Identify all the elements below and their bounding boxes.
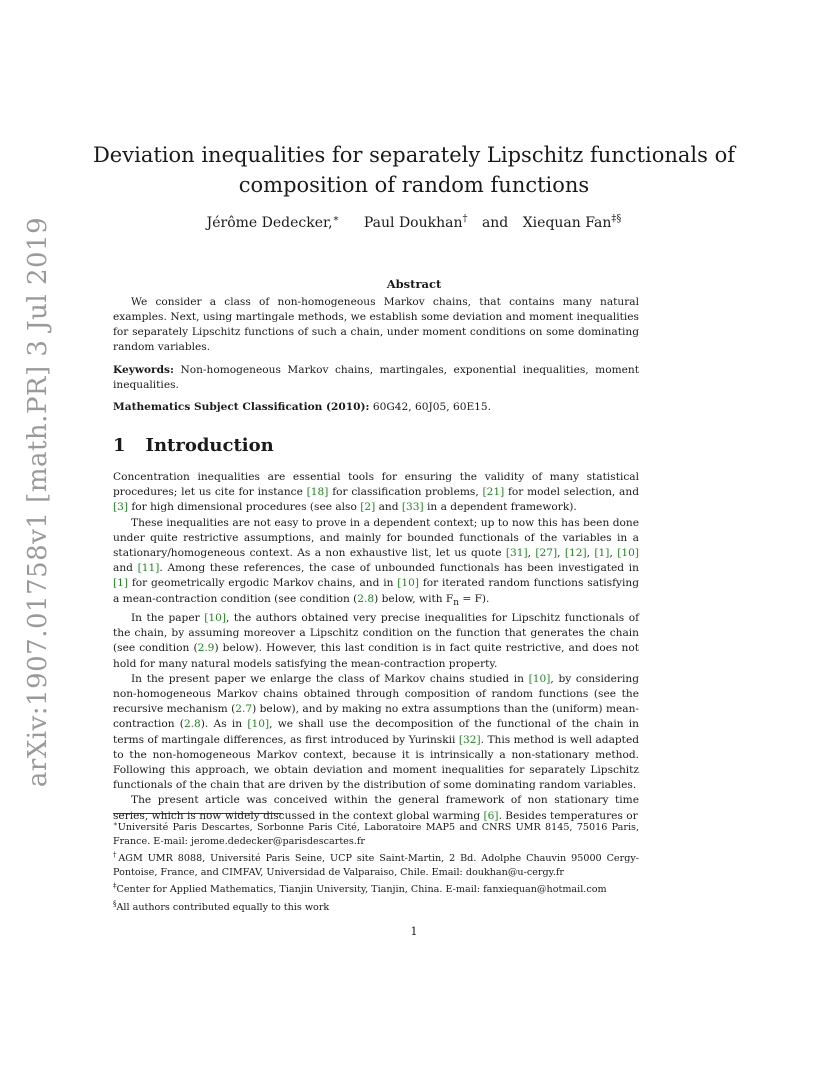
section-heading-introduction (113, 435, 274, 456)
citation-link[interactable]: [12] (564, 547, 587, 560)
footnote-3: ‡Center for Applied Mathematics, Tianjin University, Tianjin, China. E-mail: fanxiequan@hotmail.com (113, 882, 607, 896)
citation-link[interactable]: [6] (483, 809, 499, 822)
equation-link[interactable]: 2.9 (197, 642, 215, 655)
page-number: 1 (410, 925, 418, 938)
keywords (113, 363, 639, 393)
abstract-text: We consider a class of non-homogeneous Markov chains, that contains many natural examples. Next, using martingale methods, we establish some deviation and moment inequalities for separately Lipschitz functions of such a chain, under moment conditions on some dominating random variables. (113, 296, 639, 353)
msc-label: Mathematics Subject Classification (2010): (113, 401, 370, 413)
arxiv-stamp-text: arXiv:1907.01758v1 [math.PR] 3 Jul 2019 (23, 216, 53, 788)
keywords-label: Keywords: (113, 364, 174, 376)
author-3: Xiequan Fan‡§ (522, 213, 622, 231)
citation-link[interactable]: [2] (360, 501, 376, 514)
citation-link[interactable]: [1] (113, 577, 129, 590)
paragraph-4: In the present paper we enlarge the class of Markov chains studied in [10], by considering non-homogeneous Markov chains obtained through composition of random functions (see the recursive mechanism (2.7) below), and by making no extra assumptions than the (uniform) mean-contraction (2.8). As in [10], we shall use the decomposition of the functional of the chain in terms of martingale differences, as first introduced by Yurinskii [32]. This method is well adapted to the non-homogeneous Markov context, because it is intrinsically a non-stationary method. Following this approach, we obtain deviation and moment inequalities for separately Lipschitz functionals of the chain that are driven by the distribution of some dominating random variables. (113, 672, 639, 792)
title-line-1: Deviation inequalities for separately Lipschitz functionals of (92, 143, 736, 167)
citation-link[interactable]: [31] (505, 547, 528, 560)
title-line-2: composition of random functions (238, 173, 590, 197)
equation-link[interactable]: 2.7 (235, 703, 253, 716)
paragraph-5: The present article was conceived within the general framework of non stationary time series, which is now widely discussed in the context global warming [6]. Besides temperatures or (113, 794, 639, 822)
citation-link[interactable]: [33] (401, 501, 424, 514)
equation-link[interactable]: 2.8 (357, 592, 375, 605)
paragraph-1: Concentration inequalities are essential tools for ensuring the validity of many statistical procedures; let us cite for instance [18] for classification problems, [21] for model selection, and [3] for high dimensional procedures (see also [2] and [33] in a dependent framework). (113, 471, 639, 514)
citation-link[interactable]: [10] (617, 547, 639, 560)
paper-title (60, 140, 768, 200)
and-word: and (481, 214, 509, 231)
arxiv-stamp (20, 216, 56, 788)
citation-link[interactable]: [3] (113, 501, 129, 514)
paragraph-3: In the paper [10], the authors obtained very precise inequalities for Lipschitz functionals of the chain, by assuming moreover a Lipschitz condition on the function that generates the chain (see condition (2.9) below). However, this last condition is in fact quite restrictive, and does not hold for many natural models satisfying the mean-contraction property. (113, 611, 639, 670)
footnote-2: †AGM UMR 8088, Université Paris Seine, UCP site Saint-Martin, 2 Bd. Adolphe Chauvin 95000 Cergy-Pontoise, France, and CIMFAV, Universidad de Valparaiso, Chile. Email: doukhan@u-cergy.fr (113, 851, 639, 878)
author-2: Paul Doukhan† (363, 213, 468, 231)
footnote-rule (113, 813, 283, 814)
author-1: Jérôme Dedecker,∗ (206, 213, 340, 231)
citation-link[interactable]: [21] (482, 486, 505, 499)
footnote-1: ∗Université Paris Descartes, Sorbonne Paris Cité, Laboratoire MAP5 and CNRS UMR 8145, 75016 Paris, France. E-mail: jerome.dedecker@parisdescartes.fr (113, 820, 639, 847)
citation-link[interactable]: [27] (535, 547, 558, 560)
section-title: Introduction (145, 435, 274, 456)
keywords-text: Non-homogeneous Markov chains, martingales, exponential inequalities, moment inequalities. (113, 364, 639, 391)
footnote-4: §All authors contributed equally to this work (113, 899, 330, 913)
citation-link[interactable]: [10] (528, 672, 551, 685)
citation-link[interactable]: [10] (397, 577, 419, 590)
author-list (60, 213, 768, 231)
citation-link[interactable]: [10] (204, 611, 226, 624)
citation-link[interactable]: [1] (594, 547, 610, 560)
citation-link[interactable]: [18] (306, 486, 329, 499)
introduction-body (113, 470, 639, 824)
paragraph-2: These inequalities are not easy to prove in a dependent context; up to now this has been done under quite restrictive assumptions, and mainly for bounded functionals of the variables in a stationary/homogeneous context. As a non exhaustive list, let us quote [31], [27], [12], [1], [10] and [11]. Among these references, the case of unbounded functionals has been investigated in [1] for geometrically ergodic Markov chains, and in [10] for iterated random functions satisfying a mean-contraction condition (see condition (2.8) below, with $F_n = F$). (113, 516, 639, 608)
abstract-heading: Abstract (386, 277, 442, 291)
citation-link[interactable]: [32] (458, 733, 481, 746)
citation-link[interactable]: [11] (137, 562, 160, 575)
citation-link[interactable]: [10] (247, 718, 270, 731)
section-number: 1 (113, 435, 126, 456)
msc-text: 60G42, 60J05, 60E15. (372, 401, 492, 413)
msc-classification (113, 400, 639, 415)
footnotes (113, 818, 639, 915)
equation-link[interactable]: 2.8 (183, 718, 201, 731)
